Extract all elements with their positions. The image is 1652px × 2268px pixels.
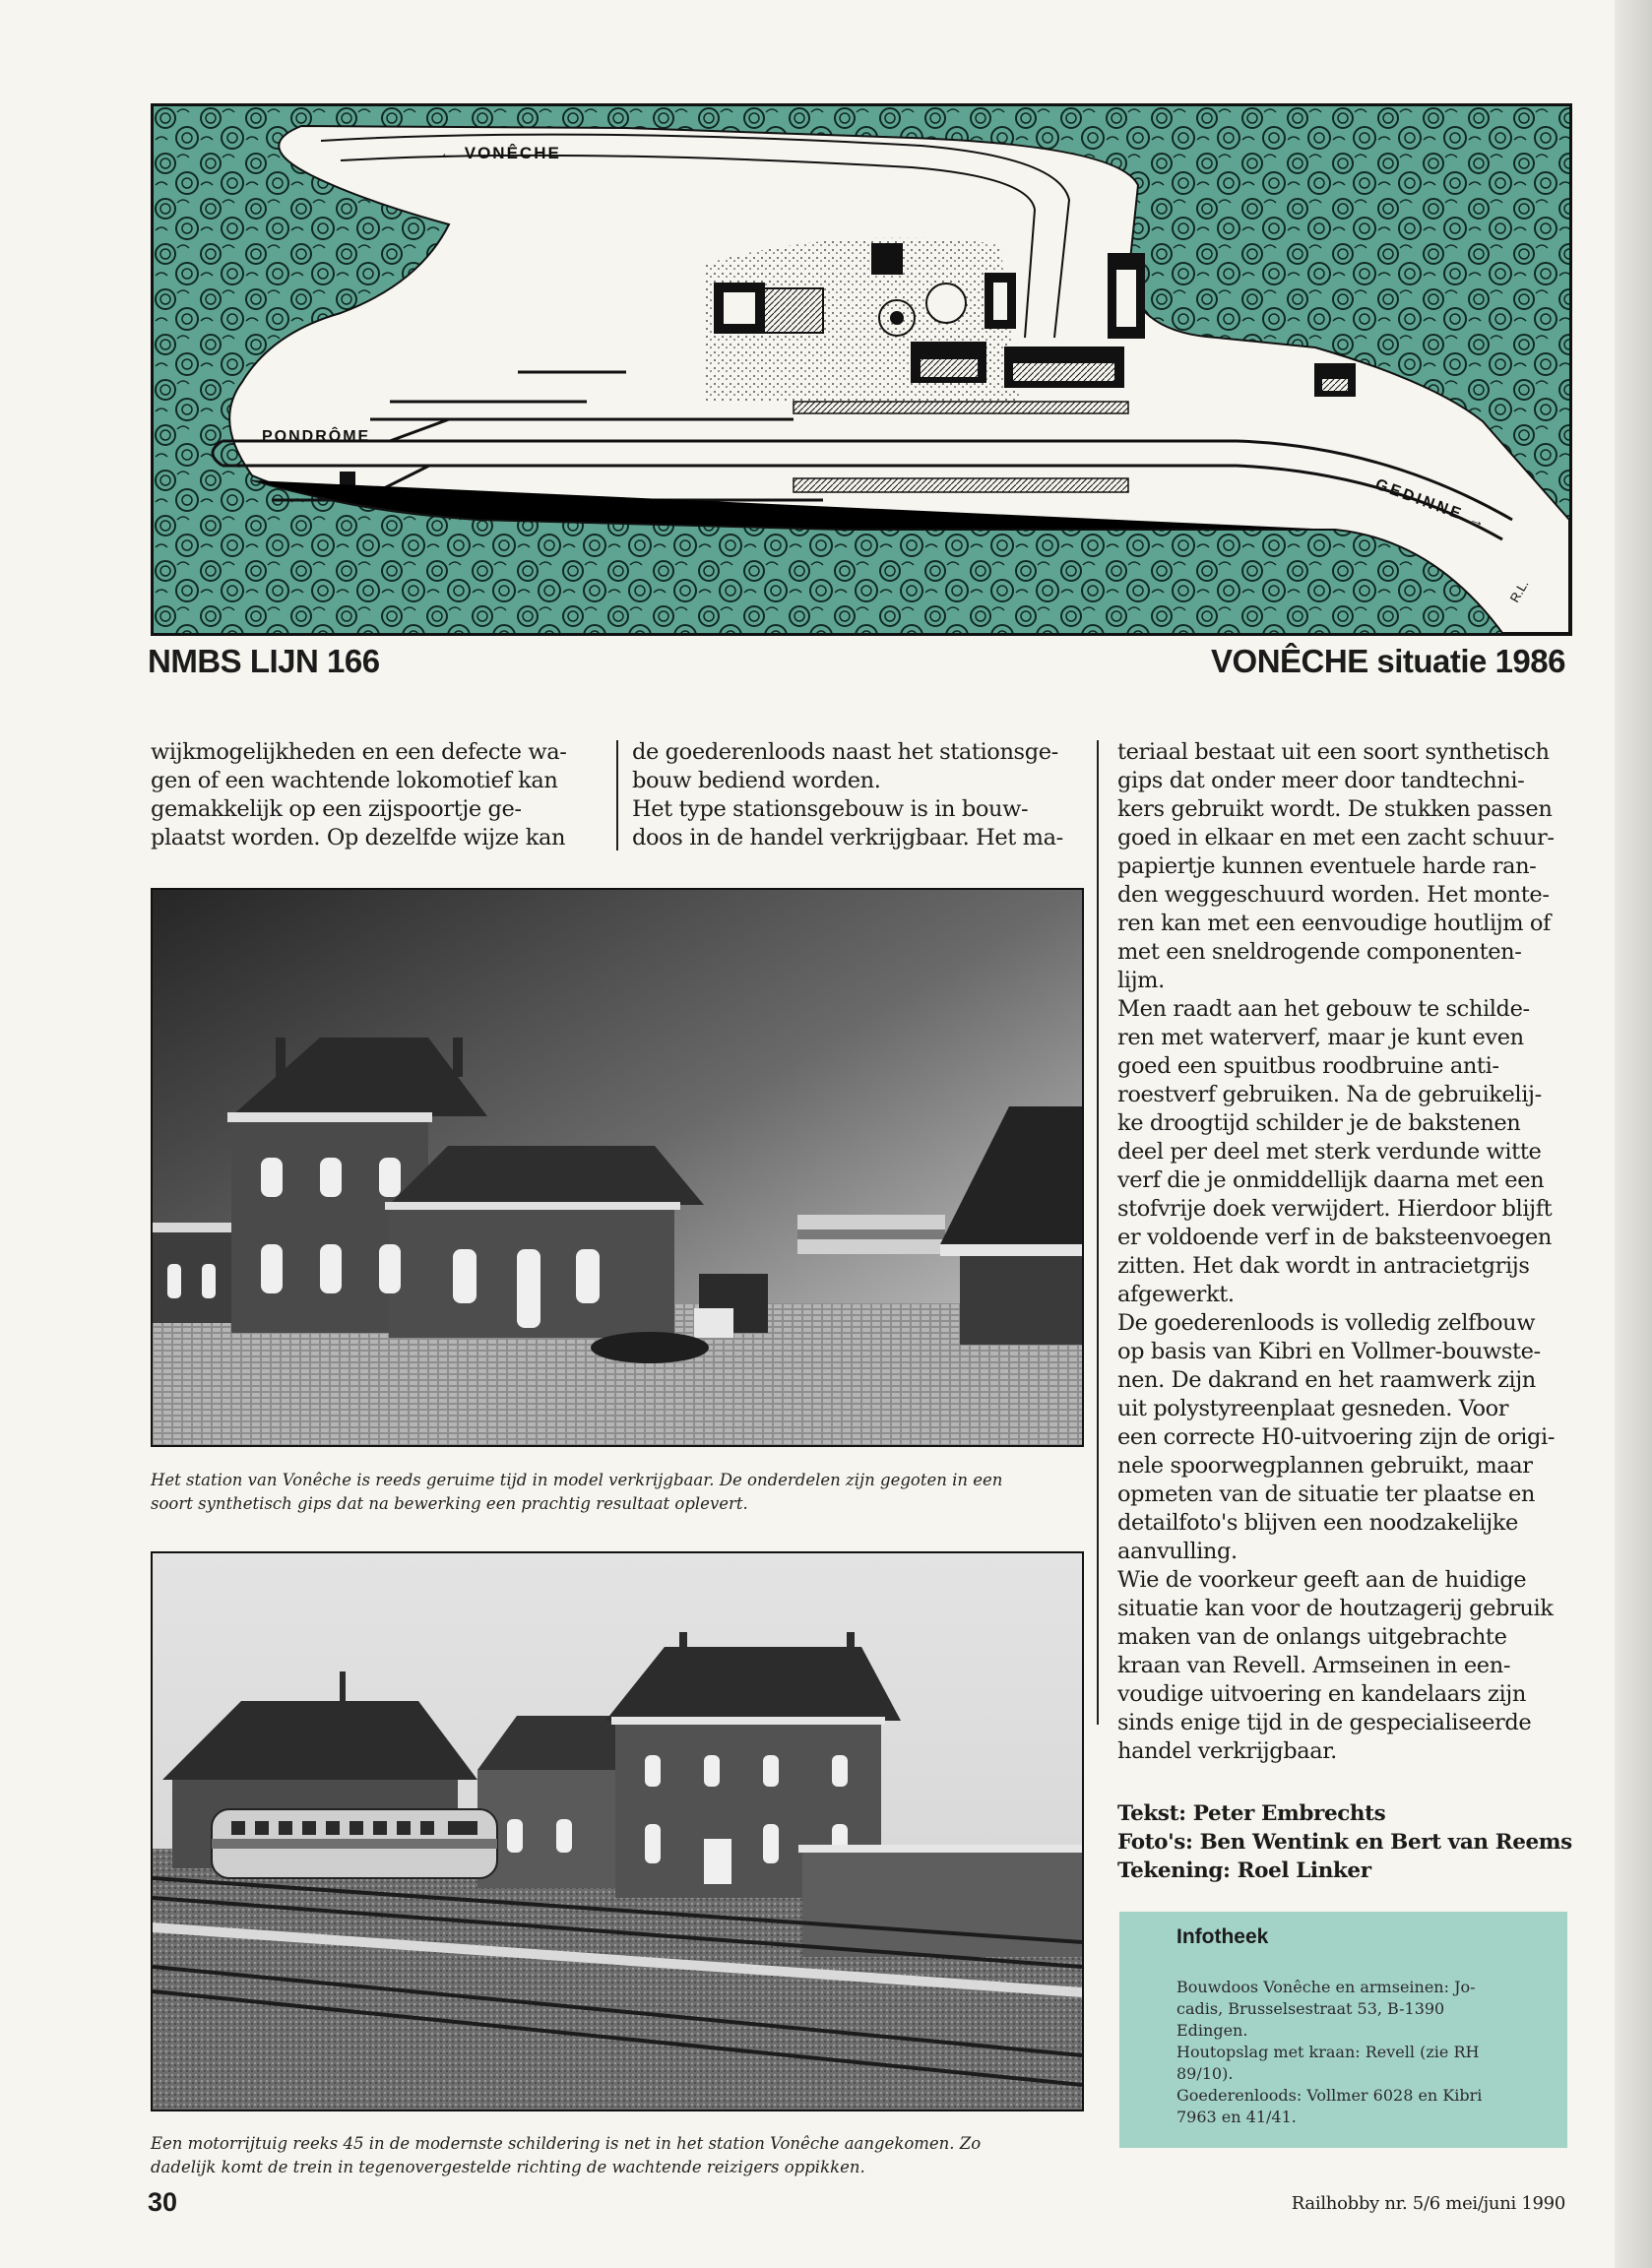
- caption-line: dadelijk komt de trein in tegenovergestelde richting de wachtende reizigers oppikken.: [151, 2158, 865, 2176]
- svg-text:GEDINNE →: GEDINNE →: [1372, 475, 1491, 533]
- text-line: met een sneldrogende componenten-: [1117, 939, 1522, 965]
- infotheek-line: Goederenloods: Vollmer 6028 en Kibri: [1176, 2086, 1483, 2105]
- map-signature: R.L.: [1506, 577, 1532, 605]
- text-line: gips dat onder meer door tandtechni-: [1117, 768, 1525, 793]
- text-line: detailfoto's blijven een noodzakelijke: [1117, 1510, 1518, 1536]
- drawing-caption-left: NMBS LIJN 166: [148, 643, 380, 679]
- column-divider: [616, 740, 618, 850]
- text-line: zitten. Het dak wordt in antracietgrijs: [1117, 1253, 1530, 1279]
- infotheek-box: [1119, 1912, 1567, 2148]
- text-line: goed een spuitbus roodbruine anti-: [1117, 1053, 1499, 1079]
- infotheek-line: cadis, Brusselsestraat 53, B-1390: [1176, 1999, 1445, 2018]
- text-line: sinds enige tijd in de gespecialiseerde: [1117, 1710, 1532, 1735]
- text-line: Men raadt aan het gebouw te schilde-: [1117, 996, 1530, 1022]
- text-line: gen of een wachtende lokomotief kan: [151, 768, 558, 793]
- text-line: kraan van Revell. Armseinen in een-: [1117, 1653, 1511, 1678]
- infotheek-line: Bouwdoos Vonêche en armseinen: Jo-: [1176, 1978, 1476, 1996]
- text-line: nen. De dakrand en het raamwerk zijn: [1117, 1367, 1536, 1393]
- text-line: uit polystyreenplaat gesneden. Voor: [1117, 1396, 1509, 1421]
- caption-line: soort synthetisch gips dat na bewerking een prachtig resultaat oplevert.: [151, 1494, 748, 1513]
- text-line: opmeten van de situatie ter plaatse en: [1117, 1481, 1535, 1507]
- text-line: kers gebruikt wordt. De stukken passen: [1117, 796, 1553, 822]
- text-line: Wie de voorkeur geeft aan de huidige: [1117, 1567, 1527, 1593]
- page-edge: [1615, 0, 1652, 2268]
- text-line: lijm.: [1117, 968, 1165, 993]
- text-line: ke droogtijd schilder je de bakstenen: [1117, 1110, 1521, 1136]
- text-line: voudige uitvoering en kandelaars zijn: [1117, 1681, 1526, 1707]
- credit-text: Tekst: Peter Embrechts: [1117, 1801, 1386, 1826]
- text-line: teriaal bestaat uit een soort synthetisch: [1117, 739, 1550, 765]
- infotheek-line: Edingen.: [1176, 2021, 1248, 2040]
- credit-photos: Foto's: Ben Wentink en Bert van Reems: [1117, 1830, 1572, 1855]
- track-plan-svg: [154, 106, 1569, 633]
- article-column-3: [1117, 738, 1565, 1766]
- map-label-gedinne: GEDINNE: [1372, 475, 1466, 524]
- article-column-2: [632, 738, 1080, 852]
- photo-caption-1: [151, 1469, 1086, 1516]
- map-label-voneche: VONÊCHE: [464, 144, 561, 162]
- text-line: aanvulling.: [1117, 1539, 1238, 1564]
- caption-line: Het station van Vonêche is reeds geruime tijd in model verkrijgbaar. De onderdelen zijn gegoten in een: [151, 1471, 1003, 1489]
- text-line: Het type stationsgebouw is in bouw-: [632, 796, 1029, 822]
- text-line: goed in elkaar en met een zacht schuur-: [1117, 825, 1555, 850]
- infotheek-title: Infotheek: [1176, 1925, 1269, 1948]
- svg-text:←: ←: [232, 452, 252, 473]
- column-divider: [1097, 740, 1099, 1725]
- text-line: op basis van Kibri en Vollmer-bouwste-: [1117, 1339, 1541, 1364]
- svg-text:← VONÊCHE: ← VONÊCHE: [439, 144, 561, 162]
- page-number: 30: [148, 2187, 178, 2217]
- text-line: den weggeschuurd worden. Het monte-: [1117, 882, 1550, 908]
- infotheek-line: Houtopslag met kraan: Revell (zie RH: [1176, 2043, 1480, 2061]
- infotheek-line: 89/10).: [1176, 2064, 1234, 2083]
- issue-line: Railhobby nr. 5/6 mei/juni 1990: [1291, 2193, 1565, 2214]
- platform: [794, 478, 1128, 492]
- text-line: plaatst worden. Op dezelfde wijze kan: [151, 825, 566, 850]
- text-line: de goederenloods naast het stationsge-: [632, 739, 1058, 765]
- text-line: handel verkrijgbaar.: [1117, 1738, 1337, 1764]
- text-line: De goederenloods is volledig zelfbouw: [1117, 1310, 1536, 1336]
- text-line: situatie kan voor de houtzagerij gebruik: [1117, 1596, 1554, 1621]
- text-line: er voldoende verf in de baksteenvoegen: [1117, 1225, 1553, 1250]
- caption-line: Een motorrijtuig reeks 45 in de modernste schildering is net in het station Vonêche aangekomen. Zo: [151, 2134, 982, 2153]
- railcar-photo: [151, 1551, 1084, 2111]
- text-line: stofvrije doek verwijdert. Hierdoor blijft: [1117, 1196, 1553, 1222]
- text-line: papiertje kunnen eventuele harde ran-: [1117, 853, 1537, 879]
- text-line: gemakkelijk op een zijspoortje ge-: [151, 796, 522, 822]
- credit-drawing: Tekening: Roel Linker: [1117, 1858, 1371, 1883]
- text-line: verf die je onmiddellijk daarna met een: [1117, 1167, 1545, 1193]
- article-column-1: [151, 738, 574, 852]
- text-line: ren kan met een eenvoudige houtlijm of: [1117, 911, 1551, 936]
- track-plan-drawing: [151, 103, 1572, 636]
- credits: [1117, 1799, 1580, 1885]
- text-line: een correcte H0-uitvoering zijn de origi-: [1117, 1424, 1556, 1450]
- text-line: roestverf gebruiken. Na de gebruikelij-: [1117, 1082, 1542, 1107]
- text-line: bouw bediend worden.: [632, 768, 881, 793]
- text-line: wijkmogelijkheden en een defecte wa-: [151, 739, 567, 765]
- infotheek-body: [1176, 1977, 1511, 2128]
- drawing-caption-right: VONÊCHE situatie 1986: [1211, 643, 1565, 679]
- text-line: maken van de onlangs uitgebrachte: [1117, 1624, 1507, 1650]
- text-line: deel per deel met sterk verdunde witte: [1117, 1139, 1542, 1165]
- text-line: afgewerkt.: [1117, 1282, 1235, 1307]
- photo-caption-2: [151, 2132, 1086, 2179]
- station-photo: [151, 888, 1084, 1447]
- text-line: nele spoorwegplannen gebruikt, maar: [1117, 1453, 1533, 1479]
- infotheek-line: 7963 en 41/41.: [1176, 2108, 1297, 2126]
- map-label-pondrome: PONDRÔME: [262, 428, 371, 445]
- platform: [794, 402, 1128, 413]
- text-line: doos in de handel verkrijgbaar. Het ma-: [632, 825, 1063, 850]
- text-line: ren met waterverf, maar je kunt even: [1117, 1025, 1524, 1050]
